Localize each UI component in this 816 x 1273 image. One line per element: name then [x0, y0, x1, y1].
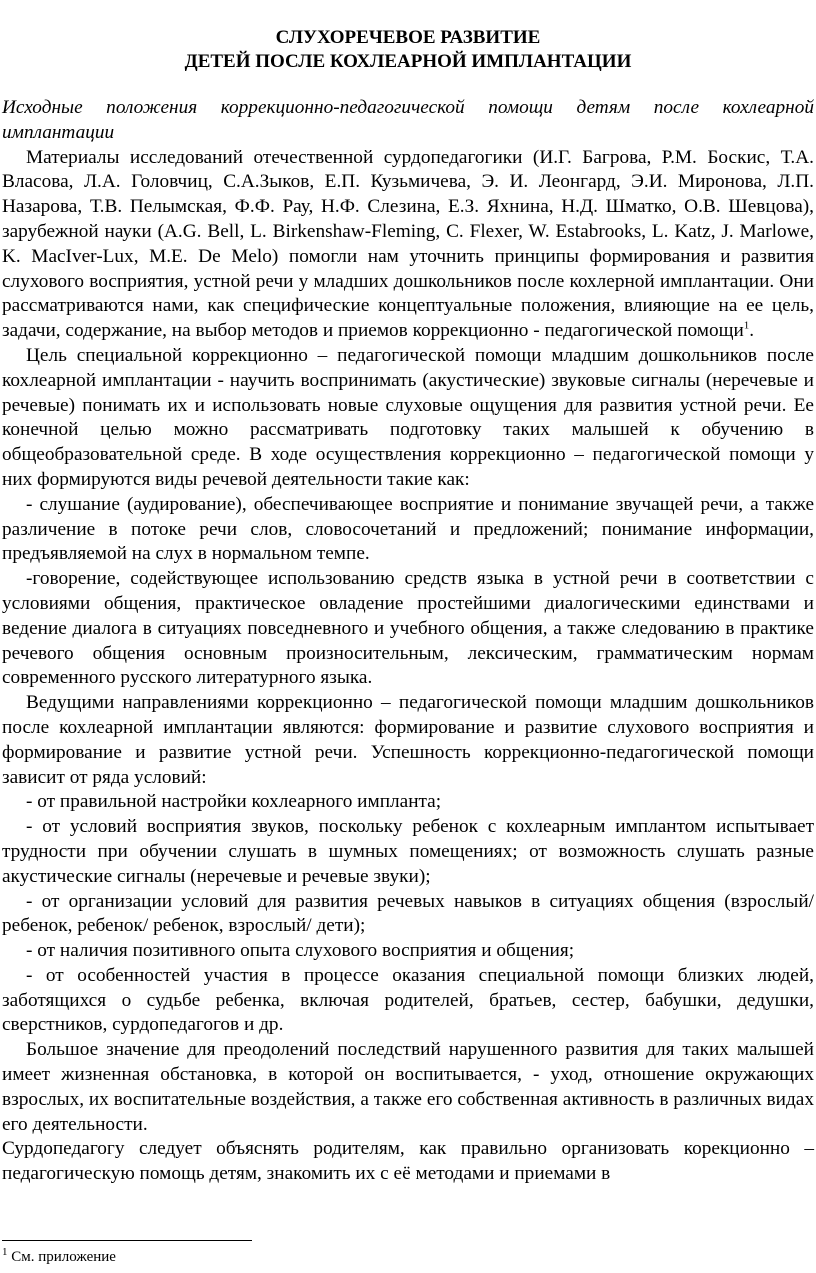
- paragraph-research-materials: [2, 146, 814, 344]
- paragraph-directions: Ведущими направлениями коррекционно – педагогической помощи младшим дошкольников после кохлеарной имплантации являются: формирование и развитие слухового восприятия и формирование и развитие устной речи. Успешность коррекционно-педагогической помощи зависит от ряда условий:: [2, 692, 814, 788]
- list-item-speaking: -говорение, содействующее использованию средств языка в устной речи в соответствии с условиями общения, практическое овладение простейшими диалогическими единствами и ведение диалога в ситуациях повседневного и учебного общения, а также следованию в практике речевого общения основным произносительным, лексическим, грамматическим нормам современного русского литературного языка.: [2, 568, 814, 689]
- paragraph-text: Материалы исследований отечественной сурдопедагогики (И.Г. Багрова, Р.М. Боскис, Т.А. Власова, Л.А. Головчиц, С.А.Зыков, Е.П. Кузьмичева, Э. И. Леонгард, Э.И. Миронова, Л.П. Назарова, Т.В. Пелымская, Ф.Ф. Рау, Н.Ф. Слезина, Е.З. Яхнина, Н.Д. Шматко, О.В. Шевцова), зарубежной науки (A.G. Bell, L. Birkenshaw-Fleming, C. Flexer, W. Estabrooks, L. Katz, J. Marlowe, K. MacIver-Lux, M.E. De Melo) помогли нам уточнить принципы формирования и развития слухового восприятия, устной речи у младших дошкольников после кохлерной имплантации. Они рассматриваются нами, как специфические концептуальные положения, влияющие на ее цель, задачи, содержание, на выбор методов и приемов коррекционно - педагогической помощи: [2, 146, 814, 342]
- list-item-condition-4: - от наличия позитивного опыта слухового восприятия и общения;: [26, 940, 575, 962]
- footnote-separator: [2, 1240, 252, 1241]
- list-item-condition-3: - от организации условий для развития речевых навыков в ситуациях общения (взрослый/ ребенок, ребенок/ ребенок, взрослый/ дети);: [2, 890, 814, 937]
- paragraph-parents: Сурдопедагогу следует объяснять родителям, как правильно организовать корекционно – педагогическую помощь детям, знакомить их с её методами и приемами в: [2, 1138, 814, 1185]
- list-item-condition-2: - от условий восприятия звуков, поскольку ребенок с кохлеарным имплантом испытывает трудности при обучении слушать в шумных помещениях; от возможность слушать разные акустические сигналы (неречевые и речевые звуки);: [2, 816, 814, 887]
- list-item-condition-5: - от особенностей участия в процессе оказания специальной помощи близких людей, заботящихся о судьбе ребенка, включая родителей, братьев, сестер, бабушки, дедушки, сверстников, сурдопедагогов и др.: [2, 964, 814, 1036]
- footnote-marker: 1: [2, 1246, 8, 1258]
- footnote-reference: 1: [743, 319, 750, 332]
- paragraph-end: .: [749, 320, 755, 342]
- document-title-line-1: СЛУХОРЕЧЕВОЕ РАЗВИТИЕ: [275, 27, 541, 48]
- document-body: [2, 96, 814, 1187]
- paragraph-environment: Большое значение для преодолений последствий нарушенного развития для таких малышей имеет жизненная обстановка, в которой он воспитывается, - уход, отношение окружающих взрослых, их воспитательные воздействия, а также его собственная активность в различных видах его деятельности.: [2, 1039, 814, 1135]
- paragraph-goal: Цель специальной коррекционно – педагогической помощи младшим дошкольников после кохлеарной имплантации - научить воспринимать (акустические) звуковые сигналы (неречевые и речевые) понимать их и использовать новые слуховые ощущения для развития устной речи. Ее конечной целью можно рассматривать подготовку таких малышей к обучению в общеобразовательной среде. В ходе осуществления коррекционно – педагогической помощи у них формируются виды речевой деятельности такие как:: [2, 344, 814, 490]
- section-subheading: Исходные положения коррекционно-педагогической помощи детям после кохлеарной имплантации: [2, 97, 814, 143]
- document-title-line-2: ДЕТЕЙ ПОСЛЕ КОХЛЕАРНОЙ ИМПЛАНТАЦИИ: [184, 51, 632, 72]
- list-item-listening: - слушание (аудирование), обеспечивающее восприятие и понимание звучащей речи, а также различение в потоке речи слов, словосочетаний и предложений; понимание информации, предъявляемой на слух в нормальном темпе.: [2, 493, 814, 565]
- list-item-condition-1: - от правильной настройки кохлеарного импланта;: [26, 791, 442, 813]
- footnote: [2, 1248, 116, 1266]
- footnote-text: См. приложение: [7, 1249, 116, 1265]
